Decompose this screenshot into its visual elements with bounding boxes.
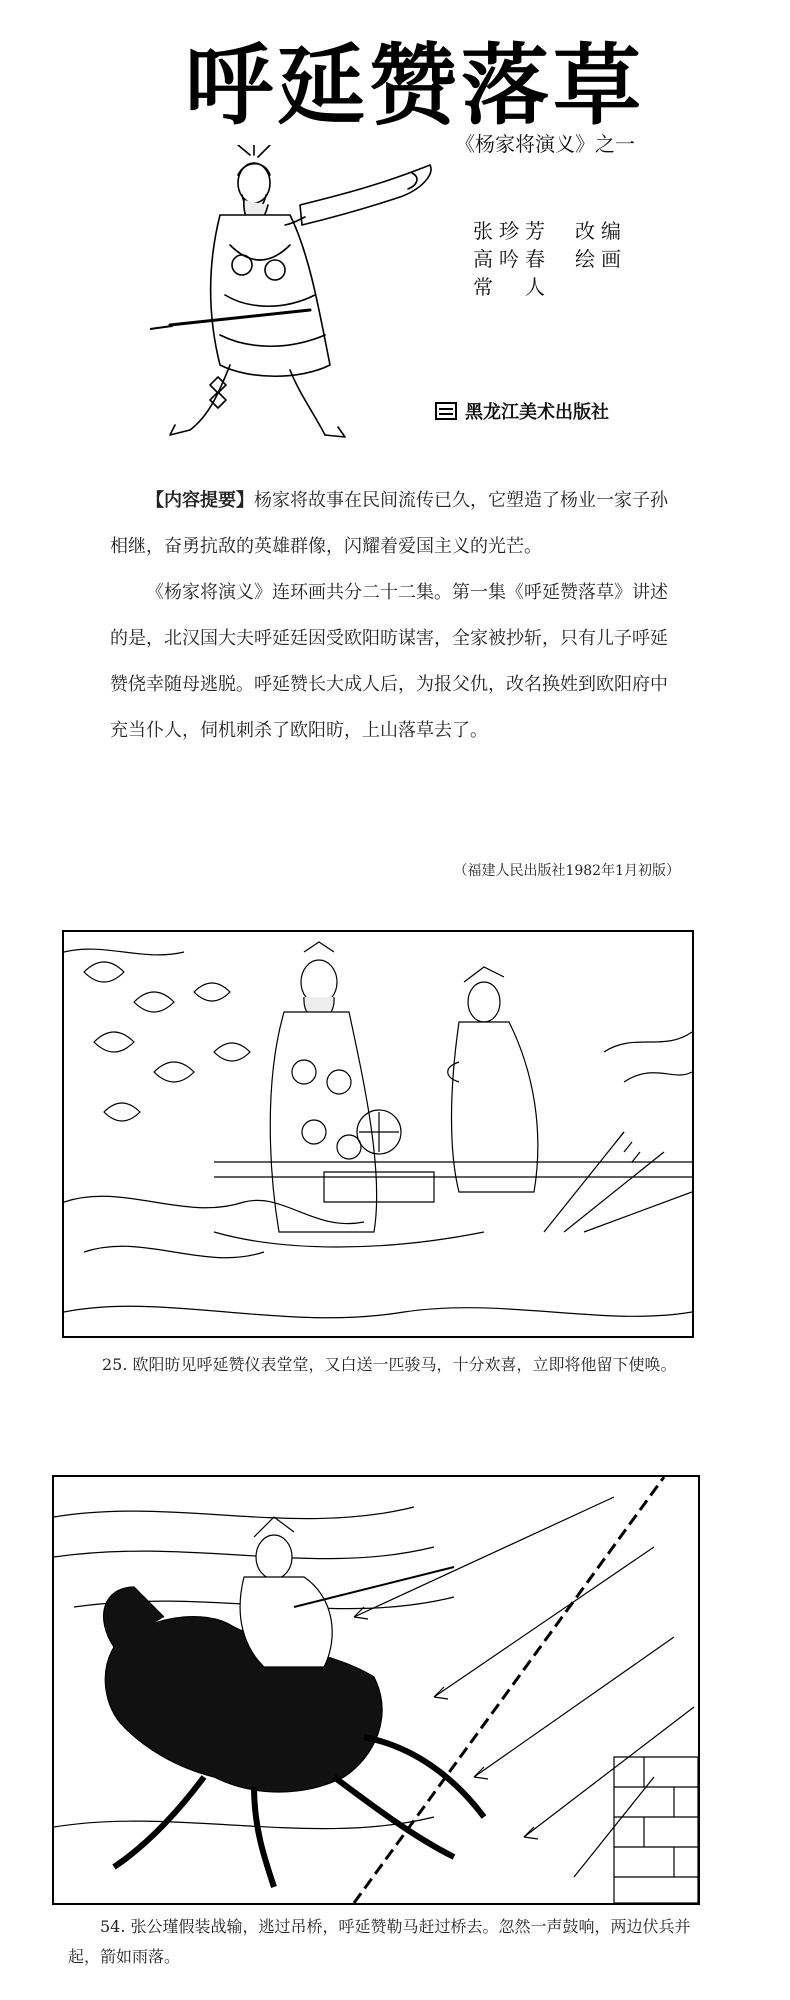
- panel-54-illustration: [54, 1477, 698, 1903]
- summary-text-1: 杨家将故事在民间流传已久，它塑造了杨业一家子孙相继，奋勇抗敌的英雄群像，闪耀着爱国主义的光芒。: [110, 490, 668, 557]
- credit-char: 人: [525, 275, 545, 299]
- credit-char: 常: [473, 275, 493, 299]
- credit-char: 绘: [575, 247, 595, 271]
- credit-column-role-2: [574, 218, 596, 272]
- credit-char: 改: [575, 219, 595, 243]
- publisher-line: [435, 398, 609, 424]
- credit-char: 春: [525, 247, 545, 271]
- comic-panel-25: [62, 930, 694, 1338]
- edition-note: （福建人民出版社1982年1月初版）: [453, 863, 680, 879]
- summary-paragraph-1: [110, 478, 680, 570]
- book-title: 呼延赞落草: [185, 33, 646, 137]
- panel-54-caption: 54. 张公瑾假装战输，逃过吊桥，呼延赞勒马赶过桥去。忽然一声鼓响，两边伏兵并起，箭如雨落。: [68, 1917, 691, 1966]
- content-summary: [110, 478, 680, 754]
- credit-column-name-3: [524, 218, 546, 300]
- summary-label: 【内容提要】: [146, 490, 254, 511]
- credit-column-role-1: [600, 218, 622, 272]
- credit-char: 编: [601, 219, 621, 243]
- credits-block: [462, 218, 622, 308]
- panel-25-caption: 25. 欧阳昉见呼延赞仪表堂堂，又白送一匹骏马，十分欢喜，立即将他留下使唤。: [102, 1355, 677, 1374]
- credit-column-name-1: [472, 218, 494, 300]
- publisher-name: 黑龙江美术出版社: [465, 402, 609, 423]
- credit-char: 画: [601, 247, 621, 271]
- credit-char: 珍: [499, 219, 519, 243]
- credit-char: 高: [473, 247, 493, 271]
- credit-char: 吟: [499, 247, 519, 271]
- panel-25-illustration: [64, 932, 692, 1336]
- credit-column-name-2: [498, 218, 520, 272]
- cover-warrior-illustration: [150, 145, 450, 440]
- series-subtitle: 《杨家将演义》之一: [455, 132, 635, 156]
- credit-char: 张: [473, 219, 493, 243]
- summary-paragraph-2: 《杨家将演义》连环画共分二十二集。第一集《呼延赞落草》讲述的是，北汉国大夫呼延廷因受欧阳昉谋害，全家被抄斩，只有儿子呼延赞侥幸随母逃脱。呼延赞长大成人后，为报父仇，改名换姓到欧阳府中充当仆人，伺机刺杀了欧阳昉，上山落草去了。: [110, 582, 668, 741]
- comic-panel-54: [52, 1475, 700, 1905]
- credit-char: 芳: [525, 219, 545, 243]
